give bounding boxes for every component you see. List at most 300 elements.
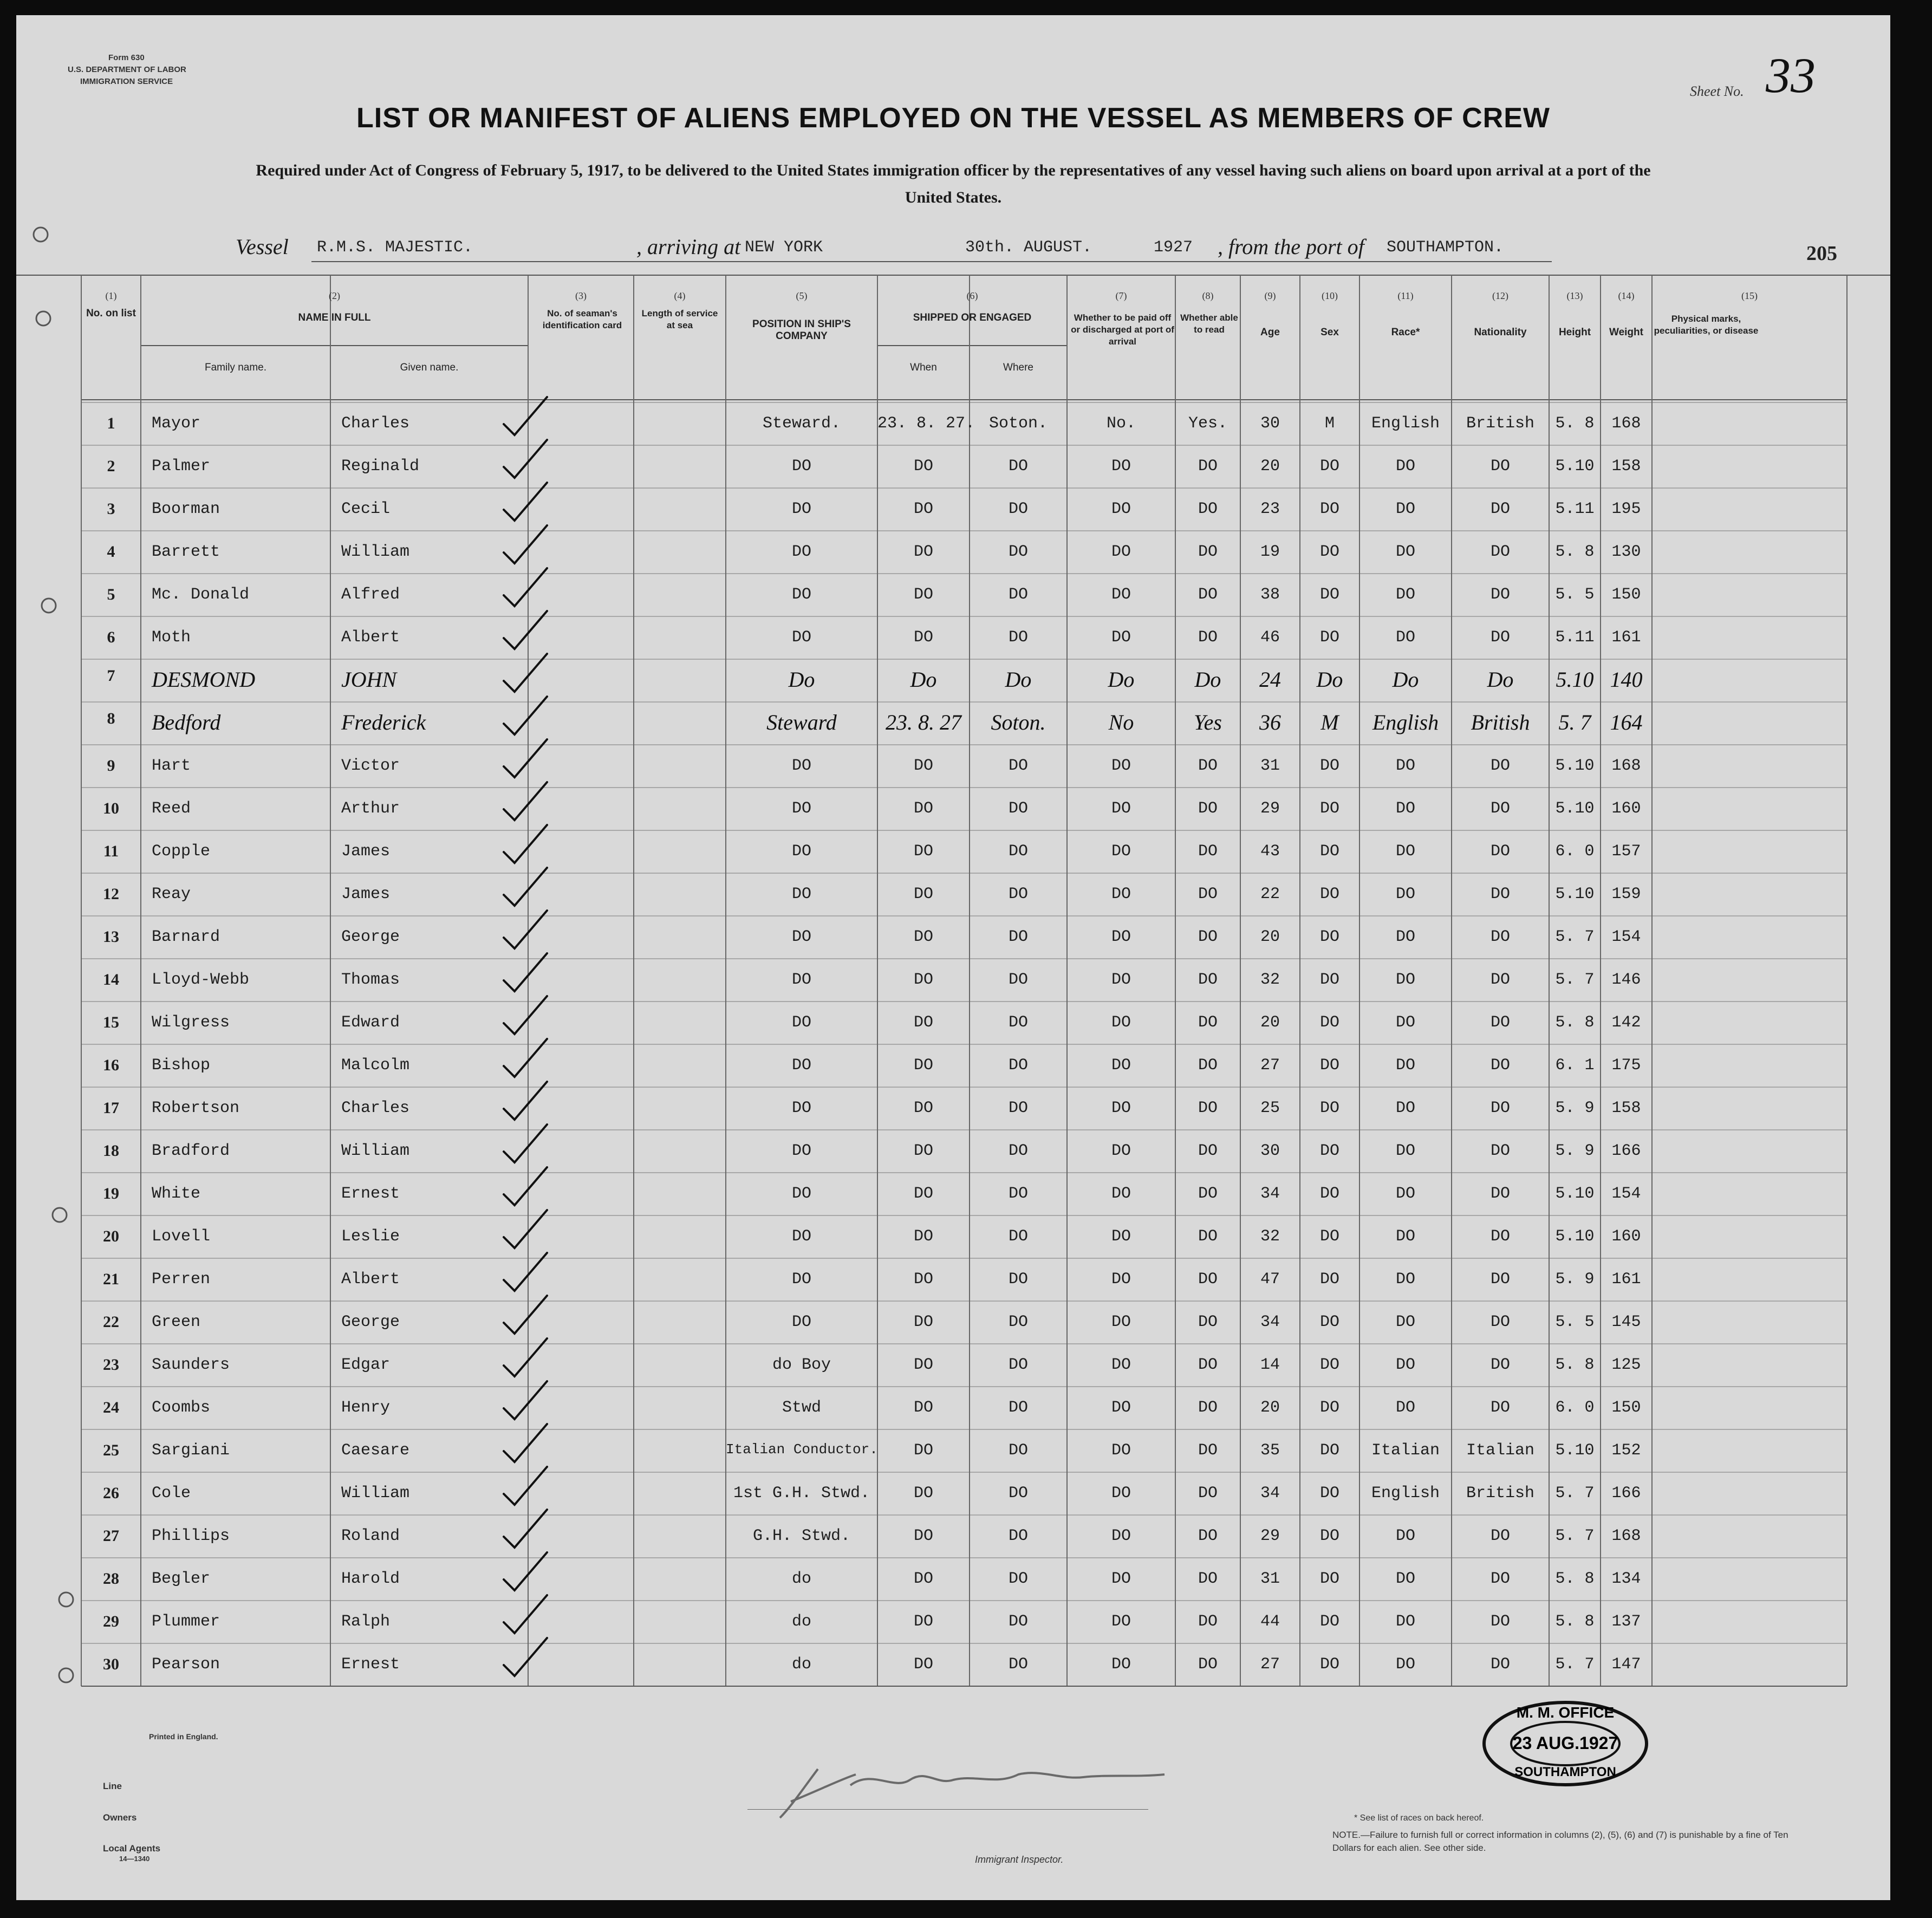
check-mark <box>504 782 547 820</box>
column-number: (15) <box>1741 290 1758 301</box>
printed-in: Printed in England. <box>149 1732 218 1741</box>
cell-when: DO <box>913 1013 933 1032</box>
cell-family: Barnard <box>152 928 220 946</box>
column-number: (11) <box>1397 290 1414 301</box>
cell-no: 12 <box>103 885 119 903</box>
cell-race: DO <box>1395 500 1415 518</box>
cell-no: 10 <box>103 799 119 817</box>
header-height: Height <box>1558 327 1591 338</box>
cell-family: Phillips <box>152 1527 230 1545</box>
cell-nationality: DO <box>1490 842 1510 861</box>
cell-read: DO <box>1198 1484 1218 1503</box>
cell-position: DO <box>791 1142 811 1160</box>
cell-nationality: DO <box>1490 1227 1510 1246</box>
cell-where: DO <box>1008 1484 1028 1503</box>
cell-given: James <box>341 885 391 903</box>
cell-where: DO <box>1008 1570 1028 1588</box>
footer-owners-label: Owners <box>103 1812 137 1823</box>
cell-given: William <box>341 1484 410 1503</box>
column-number: (12) <box>1492 290 1508 301</box>
cell-weight: 125 <box>1611 1356 1641 1374</box>
cell-no: 22 <box>103 1313 119 1331</box>
cell-no: 5 <box>107 586 115 603</box>
cell-position: Italian Conductor. <box>726 1441 878 1458</box>
check-mark <box>504 1296 547 1334</box>
cell-race: DO <box>1395 1313 1415 1331</box>
header-race: Race* <box>1391 327 1420 338</box>
cell-age: 32 <box>1260 971 1280 989</box>
cell-paid: DO <box>1111 1441 1131 1460</box>
cell-weight: 166 <box>1611 1484 1641 1503</box>
cell-race: English <box>1372 710 1439 734</box>
cell-paid: DO <box>1111 1013 1131 1032</box>
cell-given: JOHN <box>341 667 397 692</box>
cell-position: DO <box>791 1099 811 1117</box>
cell-paid: DO <box>1111 842 1131 861</box>
cell-when: DO <box>913 1441 933 1460</box>
cell-family: Robertson <box>152 1099 240 1117</box>
header-family: Family name. <box>204 362 267 373</box>
cell-no: 23 <box>103 1356 119 1374</box>
cell-no: 6 <box>107 628 115 646</box>
cell-age: 44 <box>1260 1613 1280 1631</box>
cell-given: Leslie <box>341 1227 400 1246</box>
header-where: Where <box>1003 362 1033 373</box>
cell-position: DO <box>791 757 811 775</box>
cell-no: 27 <box>103 1527 119 1545</box>
cell-given: Albert <box>341 628 400 647</box>
cell-height: 5.11 <box>1555 500 1595 518</box>
cell-sex: DO <box>1319 1570 1339 1588</box>
cell-paid: DO <box>1111 1356 1131 1374</box>
cell-position: Steward. <box>762 414 841 433</box>
fine-note: NOTE.—Failure to furnish full or correct information in columns (2), (5), (6) and (7) is punishable by a fine of Ten Dollars for each alien. See other side. <box>1332 1830 1788 1853</box>
cell-paid: DO <box>1111 1527 1131 1545</box>
cell-height: 5. 7 <box>1555 1527 1595 1545</box>
cell-age: 34 <box>1260 1313 1280 1331</box>
header-given: Given name. <box>400 362 459 373</box>
cell-weight: 159 <box>1611 885 1641 903</box>
check-mark <box>504 525 547 563</box>
cell-family: Bishop <box>152 1056 211 1075</box>
cell-weight: 161 <box>1611 1270 1641 1289</box>
department: U.S. DEPARTMENT OF LABOR <box>68 65 186 74</box>
cell-nationality: Italian <box>1466 1441 1535 1460</box>
cell-paid: DO <box>1111 1056 1131 1075</box>
cell-where: DO <box>1008 1356 1028 1374</box>
cell-position: DO <box>791 799 811 818</box>
cell-paid: DO <box>1111 1484 1131 1503</box>
cell-nationality: DO <box>1490 1570 1510 1588</box>
cell-when: DO <box>913 1399 933 1417</box>
check-marks <box>16 15 1890 1900</box>
cell-no: 4 <box>107 543 115 561</box>
column-number: (3) <box>575 290 587 301</box>
column-number: (9) <box>1264 290 1276 301</box>
column-number: (8) <box>1202 290 1214 301</box>
cell-read: DO <box>1198 500 1218 518</box>
cell-no: 1 <box>107 414 115 432</box>
cell-height: 5.10 <box>1555 757 1595 775</box>
cell-position: DO <box>791 543 811 561</box>
cell-where: DO <box>1008 1270 1028 1289</box>
cell-where: Soton. <box>991 710 1046 734</box>
cell-nationality: DO <box>1490 1056 1510 1075</box>
cell-where: DO <box>1008 1527 1028 1545</box>
cell-age: 20 <box>1260 1399 1280 1417</box>
header-weight: Weight <box>1609 327 1643 338</box>
cell-family: White <box>152 1185 201 1203</box>
cell-sex: Do <box>1316 667 1343 692</box>
cell-family: Green <box>152 1313 201 1331</box>
cell-weight: 146 <box>1611 971 1641 989</box>
check-mark <box>504 1510 547 1548</box>
cell-age: 23 <box>1260 500 1280 518</box>
cell-where: DO <box>1008 799 1028 818</box>
cell-family: Begler <box>152 1570 211 1588</box>
arrival-date: 30th. AUGUST. <box>965 238 1092 257</box>
cell-nationality: DO <box>1490 928 1510 946</box>
cell-where: DO <box>1008 543 1028 561</box>
cell-nationality: DO <box>1490 1270 1510 1289</box>
form-number: Form 630 <box>108 53 145 62</box>
cell-where: DO <box>1008 971 1028 989</box>
column-number: (7) <box>1115 290 1127 301</box>
cell-no: 30 <box>103 1655 119 1673</box>
cell-read: DO <box>1198 757 1218 775</box>
cell-given: George <box>341 928 400 946</box>
column-number: (14) <box>1618 290 1635 301</box>
cell-given: Ernest <box>341 1185 400 1203</box>
header-when: When <box>910 362 937 373</box>
check-mark <box>504 1638 547 1676</box>
cell-race: English <box>1371 1484 1440 1503</box>
cell-paid: DO <box>1111 1613 1131 1631</box>
cell-weight: 175 <box>1611 1056 1641 1075</box>
cell-paid: DO <box>1111 1399 1131 1417</box>
arriving-label: , arriving at <box>636 235 741 259</box>
cell-when: DO <box>913 457 933 476</box>
cell-when: DO <box>913 757 933 775</box>
cell-no: 3 <box>107 500 115 518</box>
cell-height: 5.11 <box>1555 628 1595 647</box>
cell-where: DO <box>1008 1013 1028 1032</box>
cell-family: Mayor <box>152 414 201 433</box>
cell-nationality: DO <box>1490 1527 1510 1545</box>
cell-weight: 158 <box>1611 457 1641 476</box>
cell-no: 7 <box>107 667 115 685</box>
cell-paid: DO <box>1111 500 1131 518</box>
cell-sex: DO <box>1319 842 1339 861</box>
cell-race: DO <box>1395 628 1415 647</box>
cell-age: 20 <box>1260 457 1280 476</box>
cell-family: Reed <box>152 799 191 818</box>
cell-when: DO <box>913 842 933 861</box>
cell-nationality: DO <box>1490 757 1510 775</box>
cell-where: DO <box>1008 842 1028 861</box>
cell-where: DO <box>1008 1313 1028 1331</box>
cell-family: Lovell <box>152 1227 211 1246</box>
check-mark <box>504 996 547 1034</box>
cell-where: DO <box>1008 1056 1028 1075</box>
check-mark <box>504 1124 547 1162</box>
cell-height: 6. 0 <box>1555 1399 1595 1417</box>
cell-no: 24 <box>103 1399 119 1416</box>
cell-given: James <box>341 842 391 861</box>
cell-nationality: DO <box>1490 1099 1510 1117</box>
cell-position: Do <box>788 667 815 692</box>
cell-age: 14 <box>1260 1356 1280 1374</box>
cell-paid: DO <box>1111 971 1131 989</box>
cell-when: 23. 8. 27. <box>877 414 975 433</box>
cell-read: Yes <box>1194 710 1222 734</box>
cell-position: do <box>791 1613 811 1631</box>
cell-age: 22 <box>1260 885 1280 903</box>
cell-height: 6. 0 <box>1555 842 1595 861</box>
cell-family: DESMOND <box>152 667 256 692</box>
cell-race: DO <box>1395 971 1415 989</box>
cell-nationality: DO <box>1490 971 1510 989</box>
cell-given: Caesare <box>341 1441 410 1460</box>
cell-given: George <box>341 1313 400 1331</box>
cell-read: DO <box>1198 842 1218 861</box>
cell-given: Harold <box>341 1570 400 1588</box>
cell-sex: DO <box>1319 1142 1339 1160</box>
cell-nationality: DO <box>1490 1356 1510 1374</box>
cell-age: 36 <box>1259 710 1281 734</box>
cell-family: Bradford <box>152 1142 230 1160</box>
cell-height: 5.10 <box>1555 885 1595 903</box>
cell-weight: 140 <box>1610 667 1643 692</box>
cell-height: 5. 8 <box>1555 1570 1595 1588</box>
check-mark <box>504 1253 547 1291</box>
cell-age: 30 <box>1260 414 1280 433</box>
cell-read: DO <box>1198 1356 1218 1374</box>
column-number: (5) <box>796 290 808 301</box>
cell-sex: DO <box>1319 1399 1339 1417</box>
cell-family: Copple <box>152 842 211 861</box>
cell-nationality: British <box>1471 710 1530 734</box>
cell-weight: 154 <box>1611 1185 1641 1203</box>
cell-where: DO <box>1008 885 1028 903</box>
footer-agents-label: Local Agents <box>103 1843 161 1854</box>
header-shipped: SHIPPED OR ENGAGED <box>913 312 1032 323</box>
cell-when: DO <box>913 971 933 989</box>
cell-nationality: British <box>1466 1484 1535 1503</box>
cell-read: DO <box>1198 1570 1218 1588</box>
cell-family: Boorman <box>152 500 220 518</box>
check-mark <box>504 911 547 948</box>
cell-family: Moth <box>152 628 191 647</box>
cell-weight: 168 <box>1611 414 1641 433</box>
check-mark <box>504 568 547 606</box>
cell-age: 35 <box>1260 1441 1280 1460</box>
cell-position: do <box>791 1570 811 1588</box>
footer-form-code: 14—1340 <box>119 1855 150 1863</box>
cell-weight: 150 <box>1611 1399 1641 1417</box>
sheet-label: Sheet No. <box>1690 83 1744 99</box>
cell-where: DO <box>1008 1399 1028 1417</box>
cell-height: 5.10 <box>1555 1441 1595 1460</box>
cell-age: 38 <box>1260 586 1280 604</box>
cell-height: 5.10 <box>1555 799 1595 818</box>
cell-sex: DO <box>1319 1613 1339 1631</box>
cell-nationality: DO <box>1490 1399 1510 1417</box>
cell-when: DO <box>913 1099 933 1117</box>
arrival-year: 1927 <box>1154 238 1193 257</box>
cell-when: 23. 8. 27 <box>886 710 961 734</box>
inspector-signature <box>769 1758 1192 1823</box>
cell-given: Thomas <box>341 971 400 989</box>
cell-weight: 157 <box>1611 842 1641 861</box>
cell-when: DO <box>913 1270 933 1289</box>
cell-height: 5. 5 <box>1555 1313 1595 1331</box>
cell-age: 34 <box>1260 1185 1280 1203</box>
cell-given: Arthur <box>341 799 400 818</box>
cell-read: DO <box>1198 1527 1218 1545</box>
races-note: * See list of races on back hereof. <box>1354 1813 1484 1823</box>
cell-position: DO <box>791 885 811 903</box>
cell-nationality: DO <box>1490 1613 1510 1631</box>
cell-paid: DO <box>1111 586 1131 604</box>
cell-read: DO <box>1198 1613 1218 1631</box>
footer-line-label: Line <box>103 1781 122 1791</box>
cell-race: DO <box>1395 543 1415 561</box>
cell-family: Cole <box>152 1484 191 1503</box>
cell-height: 5. 8 <box>1555 1356 1595 1374</box>
check-mark <box>504 1338 547 1376</box>
cell-paid: DO <box>1111 799 1131 818</box>
cell-family: Pearson <box>152 1655 220 1674</box>
check-mark <box>504 1424 547 1462</box>
page-title: LIST OR MANIFEST OF ALIENS EMPLOYED ON THE VESSEL AS MEMBERS OF CREW <box>356 102 1550 134</box>
cell-position: DO <box>791 1185 811 1203</box>
check-mark <box>504 1552 547 1590</box>
from-port: SOUTHAMPTON. <box>1387 238 1504 257</box>
cell-when: DO <box>913 543 933 561</box>
cell-paid: DO <box>1111 1655 1131 1674</box>
column-number: (13) <box>1566 290 1583 301</box>
cell-race: DO <box>1395 1099 1415 1117</box>
cell-given: William <box>341 1142 410 1160</box>
cell-where: DO <box>1008 628 1028 647</box>
cell-read: DO <box>1198 1441 1218 1460</box>
cell-given: Charles <box>341 414 410 433</box>
cell-where: DO <box>1008 757 1028 775</box>
cell-weight: 150 <box>1611 586 1641 604</box>
cell-nationality: Do <box>1487 667 1514 692</box>
cell-weight: 164 <box>1610 710 1643 734</box>
cell-race: DO <box>1395 1142 1415 1160</box>
cell-race: DO <box>1395 1356 1415 1374</box>
check-mark <box>504 397 547 435</box>
cell-given: Victor <box>341 757 400 775</box>
cell-age: 19 <box>1260 543 1280 561</box>
cell-read: DO <box>1198 1399 1218 1417</box>
cell-race: DO <box>1395 1613 1415 1631</box>
cell-read: DO <box>1198 1142 1218 1160</box>
cell-when: DO <box>913 1227 933 1246</box>
header-name: NAME IN FULL <box>298 312 371 323</box>
cell-read: DO <box>1198 457 1218 476</box>
column-number: (10) <box>1322 290 1338 301</box>
cell-paid: DO <box>1111 543 1131 561</box>
cell-race: DO <box>1395 1399 1415 1417</box>
cell-sex: DO <box>1319 1441 1339 1460</box>
cell-when: DO <box>913 1613 933 1631</box>
cell-weight: 168 <box>1611 1527 1641 1545</box>
cell-family: Perren <box>152 1270 211 1289</box>
service: IMMIGRATION SERVICE <box>80 77 173 86</box>
cell-race: DO <box>1395 457 1415 476</box>
cell-read: DO <box>1198 971 1218 989</box>
cell-weight: 142 <box>1611 1013 1641 1032</box>
cell-paid: DO <box>1111 885 1131 903</box>
cell-paid: DO <box>1111 457 1131 476</box>
cell-paid: DO <box>1111 1227 1131 1246</box>
cell-position: DO <box>791 628 811 647</box>
cell-read: DO <box>1198 543 1218 561</box>
cell-weight: 166 <box>1611 1142 1641 1160</box>
cell-position: do Boy <box>772 1356 831 1374</box>
cell-read: DO <box>1198 1313 1218 1331</box>
cell-sex: DO <box>1319 1013 1339 1032</box>
cell-no: 18 <box>103 1142 119 1160</box>
cell-nationality: DO <box>1490 1142 1510 1160</box>
cell-given: Frederick <box>341 710 426 734</box>
check-mark <box>504 611 547 649</box>
cell-height: 5. 9 <box>1555 1099 1595 1117</box>
cell-weight: 160 <box>1611 799 1641 818</box>
cell-position: do <box>791 1655 811 1674</box>
cell-nationality: DO <box>1490 885 1510 903</box>
cell-sex: DO <box>1319 628 1339 647</box>
cell-given: Malcolm <box>341 1056 410 1075</box>
cell-weight: 154 <box>1611 928 1641 946</box>
cell-when: DO <box>913 1185 933 1203</box>
stamp-date: 23 AUG.1927 <box>1512 1733 1618 1753</box>
cell-race: English <box>1371 414 1440 433</box>
cell-no: 20 <box>103 1227 119 1245</box>
cell-when: DO <box>913 1142 933 1160</box>
inspector-label: Immigrant Inspector. <box>975 1854 1064 1865</box>
cell-position: Steward <box>766 710 837 734</box>
cell-read: DO <box>1198 885 1218 903</box>
cell-nationality: DO <box>1490 1013 1510 1032</box>
cell-family: Reay <box>152 885 191 903</box>
cell-weight: 137 <box>1611 1613 1641 1631</box>
cell-height: 6. 1 <box>1555 1056 1595 1075</box>
cell-when: DO <box>913 1527 933 1545</box>
check-mark <box>504 483 547 521</box>
cell-family: Hart <box>152 757 191 775</box>
column-number: (2) <box>329 290 340 301</box>
cell-paid: DO <box>1111 1099 1131 1117</box>
cell-age: 29 <box>1260 1527 1280 1545</box>
cell-height: 5. 7 <box>1555 928 1595 946</box>
cell-where: DO <box>1008 1441 1028 1460</box>
manifest-page <box>16 15 1890 1900</box>
cell-age: 46 <box>1260 628 1280 647</box>
cell-race: DO <box>1395 1056 1415 1075</box>
cell-position: DO <box>791 1056 811 1075</box>
cell-sex: DO <box>1319 1313 1339 1331</box>
cell-nationality: DO <box>1490 1185 1510 1203</box>
cell-when: DO <box>913 799 933 818</box>
cell-position: DO <box>791 842 811 861</box>
cell-race: DO <box>1395 928 1415 946</box>
cell-position: Stwd <box>782 1399 821 1417</box>
